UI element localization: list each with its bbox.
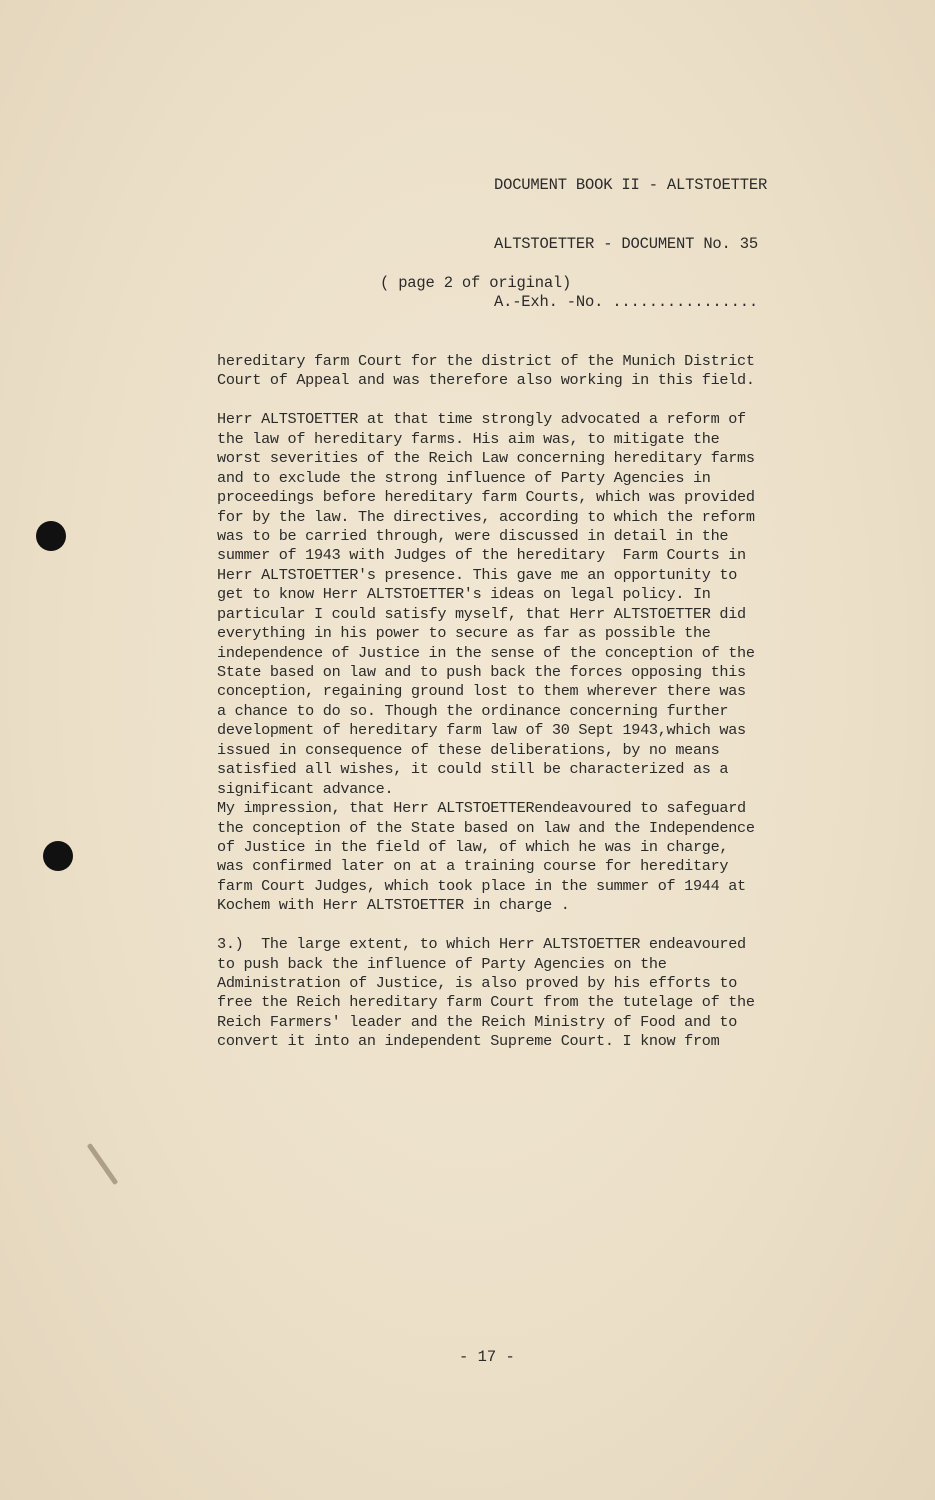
header-line: ALTSTOETTER - DOCUMENT No. 35 [494, 234, 758, 253]
text-line: was to be carried through, were discussed in detail in the [217, 526, 729, 545]
text-line: hereditary farm Court for the district of the Munich District [217, 352, 755, 370]
text-line: convert it into an independent Supreme Court. I know from [217, 1032, 720, 1051]
text-line: issued in consequence of these deliberations, by no means [217, 740, 720, 759]
header-line: DOCUMENT BOOK II - ALTSTOETTER [494, 176, 768, 194]
text-line: 3.) The large extent, to which Herr ALTSTOETTER endeavoured [217, 935, 746, 954]
text-line: Kochem with Herr ALTSTOETTER in charge . [217, 896, 570, 915]
text-line: get to know Herr ALTSTOETTER's ideas on legal policy. In [217, 585, 711, 604]
text-line: development of hereditary farm law of 30 Sept 1943,which was [217, 721, 746, 740]
text-line: particular I could satisfy myself, that Herr ALTSTOETTER did [217, 604, 746, 623]
paragraph-gap [217, 391, 755, 410]
text-line: proceedings before hereditary farm Courts, which was provided [217, 488, 755, 507]
page-subtitle: ( page 2 of original) [380, 274, 572, 292]
text-line: free the Reich hereditary farm Court from the tutelage of the [217, 993, 755, 1012]
text-line: and to exclude the strong influence of Party Agencies in [217, 468, 711, 487]
paper-mark [87, 1143, 119, 1185]
text-line: farm Court Judges, which took place in the summer of 1944 at [217, 876, 746, 895]
document-header [494, 137, 767, 352]
text-line: the law of hereditary farms. His aim was, to mitigate the [217, 429, 720, 448]
text-line: satisfied all wishes, it could still be characterized as a [217, 760, 729, 779]
text-line: to push back the influence of Party Agencies on the [217, 954, 667, 973]
text-line: My impression, that Herr ALTSTOETTERendeavoured to safeguard [217, 799, 746, 818]
page-number: - 17 - [459, 1348, 515, 1366]
text-line: everything in his power to secure as far as possible the [217, 624, 711, 643]
text-line: a chance to do so. Though the ordinance concerning further [217, 701, 729, 720]
text-line: independence of Justice in the sense of the conception of the [217, 643, 755, 662]
body-text [217, 352, 755, 1052]
header-line: A.-Exh. -No. ................ [494, 293, 758, 311]
text-line: conception, regaining ground lost to them wherever there was [217, 682, 746, 701]
paragraph [217, 410, 755, 915]
text-line: Herr ALTSTOETTER at that time strongly advocated a reform of [217, 410, 746, 429]
text-line: worst severities of the Reich Law concerning hereditary farms [217, 449, 755, 468]
text-line: Court of Appeal and was therefore also working in this field. [217, 371, 755, 390]
text-line: significant advance. [217, 779, 394, 798]
text-line: the conception of the State based on law and the Independence [217, 818, 755, 837]
text-line: for by the law. The directives, according to which the reform [217, 507, 755, 526]
punch-hole [43, 841, 73, 871]
text-line: Herr ALTSTOETTER's presence. This gave me an opportunity to [217, 565, 738, 584]
text-line: Administration of Justice, is also proved by his efforts to [217, 974, 738, 992]
text-line: summer of 1943 with Judges of the hereditary Farm Courts in [217, 546, 746, 565]
punch-hole [36, 521, 66, 551]
text-line: of Justice in the field of law, of which he was in charge, [217, 837, 729, 856]
text-line: Reich Farmers' leader and the Reich Ministry of Food and to [217, 1012, 738, 1031]
paragraph-gap [217, 916, 755, 935]
text-line: was confirmed later on at a training course for hereditary [217, 857, 729, 876]
paragraph [217, 935, 755, 1052]
paragraph [217, 352, 755, 391]
text-line: State based on law and to push back the forces opposing this [217, 663, 746, 681]
